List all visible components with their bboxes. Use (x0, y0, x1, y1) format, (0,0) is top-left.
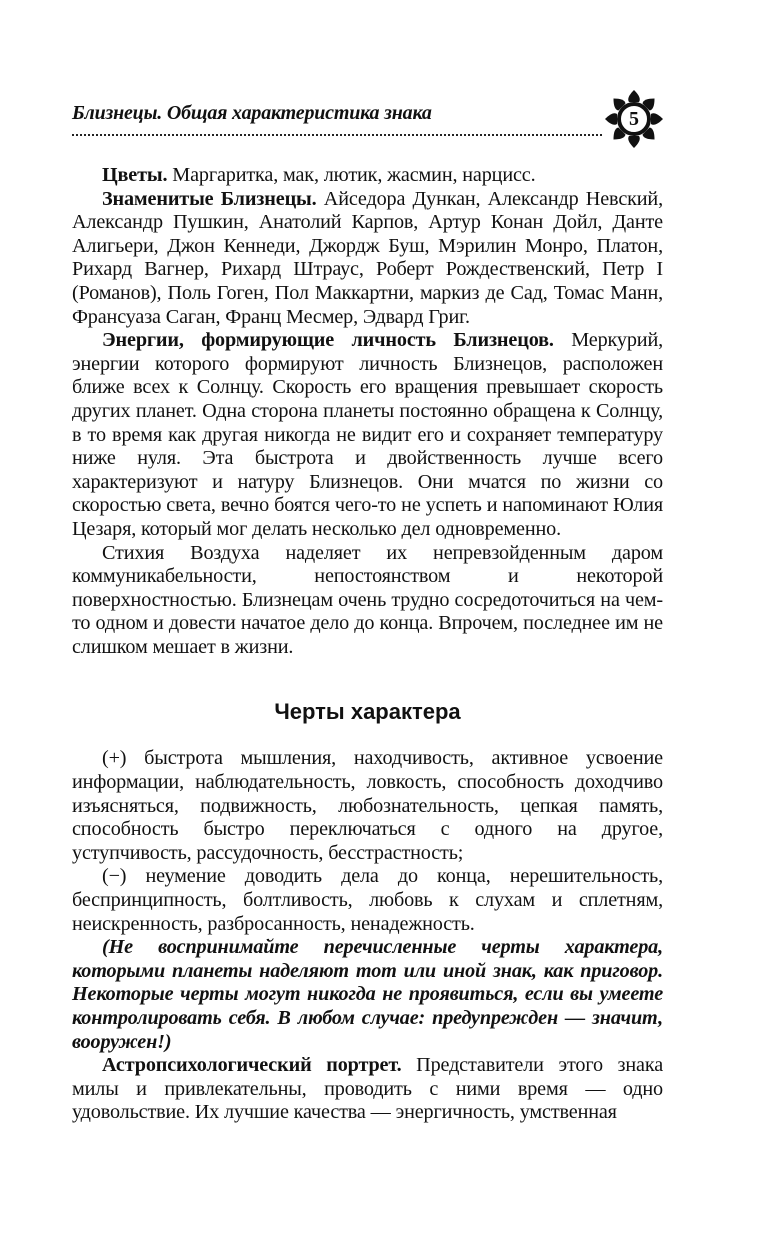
energies-text: Меркурий, энергии которого формируют личность Близнецов, расположен ближе всех к Солнцу. Скорость его вращения превышает скорость других планет. Одна сторона планеты постоянно обращена к Солнцу, в то время как другая никогда не видит его и сохраняет температуру ниже нуля. Эта быстрота и двойственность лучше всего характеризуют и натуру Близнецов. Они мчатся по жизни со скоростью света, вечно боятся чего-то не успеть и напоминают Юлия Цезаря, который мог делать несколько дел одновременно. (72, 329, 663, 540)
energies-paragraph (72, 329, 663, 541)
page-number: 5 (629, 107, 639, 130)
page-body (72, 164, 663, 1125)
header-rule (72, 134, 602, 136)
traits-note: (Не воспринимайте перечисленные черты характера, которыми планеты наделяют тот или иной знак, как приговор. Некоторые черты могут никогда не проявиться, если вы умеете контролировать себя. В любом случае: предупрежден — значит, вооружен!) (72, 936, 663, 1053)
air-paragraph: Стихия Воздуха наделяет их непревзойденным даром коммуникабельности, непостоянством и некоторой поверхностностью. Близнецам очень трудно сосредоточиться на чем-то одном и довести начатое дело до конца. Впрочем, последнее им не слишком мешает в жизни. (72, 541, 663, 658)
famous-text: Айседора Дункан, Александр Невский, Александр Пушкин, Анатолий Карпов, Артур Конан Дойл, Данте Алигьери, Джон Кеннеди, Джордж Буш, Мэрилин Монро, Платон, Рихард Вагнер, Рихард Штраус, Роберт Рождественский, Петр I (Романов), Поль Гоген, Пол Маккартни, маркиз де Сад, Томас Манн, Франсуаза Саган, Франц Месмер, Эдвард Григ. (72, 187, 663, 328)
page-header (72, 96, 663, 156)
portrait-paragraph (72, 1054, 663, 1125)
famous-paragraph (72, 188, 663, 330)
flowers-paragraph (72, 164, 663, 188)
traits-positive: (+) быстрота мышления, находчивость, активное усвоение информации, наблюдательность, ловкость, способность доходчиво изъясняться, подвижность, любознательность, цепкая память, способность быстро переключаться с одного на другое, уступчивость, рассудочность, бесстрастность; (72, 747, 663, 864)
flowers-text: Маргаритка, мак, лютик, жасмин, нарцисс. (167, 164, 536, 186)
portrait-label: Астропсихологический портрет. (102, 1054, 402, 1077)
flowers-label: Цветы. (102, 164, 168, 186)
section-heading: Черты характера (274, 699, 461, 725)
energies-label: Энергии, формирующие личность Близнецов. (102, 329, 554, 352)
famous-label: Знаменитые Близнецы. (102, 187, 317, 210)
running-title: Близнецы. Общая характеристика знака (72, 102, 432, 124)
traits-negative: (−) неумение доводить дела до конца, нерешительность, беспринципность, болтливость, любовь к слухам и сплетням, неискренность, разбросанность, ненадежность. (72, 865, 663, 935)
sun-ornament (603, 88, 665, 150)
portrait-text: Представители этого знака милы и привлекательны, проводить с ними время — одно удовольствие. Их лучшие качества — энергичность, умственная (72, 1054, 663, 1124)
